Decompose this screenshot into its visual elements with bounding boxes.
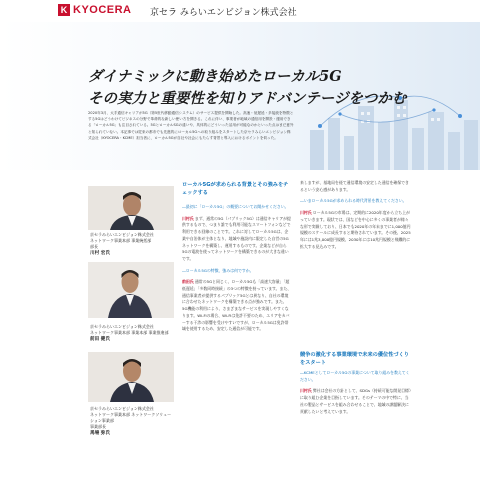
article-column-2-lower	[300, 370, 412, 420]
person-1-name: 川村 宏氏	[90, 251, 110, 256]
speaker-4: 川村氏	[300, 388, 312, 394]
speaker-3: 川村氏	[300, 210, 312, 216]
lead-paragraph: 2020年3月、大手通信キャリアが5G（第5世代移動通信システム）のサービス提供を開始した。高速・低遅延・多接続を特徴とする5Gはどうわけてビジネスの分野で革命的な新しい使い方を開きる。これに伴い、事業者が地域の通信用を開設・運用できる「ローカル5G」も注目されている。5GとローカルSGの違いや、具体的にどういった活用が可能なのかといった点はまだ意外と知られていない。本記事では従来の都市でも先進的にローカル5Gへの取り組みをスタートした京セラみらいエンビジョン株式会社（KYOCERA・KCME）担当者に、ローカル5Gが自社や社会にもたらす背景と導入におけるポイントを伺った。	[88, 111, 294, 140]
page-title-line2: その実力と重要性を知りアドバンテージをつかむ	[88, 90, 407, 107]
person-1-role: 部長	[90, 244, 98, 249]
person-1-image	[88, 186, 174, 230]
answer-4-text: 弊社は会社の方針として、SDGs（持続可能な開発目標）に取り組む企業を目指しています。そのテーマの中で特に、当社の製品とサービスを組み合わせることで、地域の課題解決に貢献したいと考えています。	[300, 388, 411, 414]
person-3-org: 京セラみらいエンビジョン株式会社	[90, 406, 154, 411]
section-heading-background: ローカル5Gが求められる背景とその強みをチェックする	[182, 182, 289, 196]
kyocera-logo[interactable]	[58, 4, 132, 16]
question-1: ―最初に「ローカル5G」の概要についてお聞かせください。	[182, 204, 289, 209]
person-2-name: 前田 健氏	[90, 337, 110, 342]
page-title-line1: ダイナミックに動き始めたローカル5G	[88, 68, 342, 85]
person-3-dept: ネットワーク事業本部 ネットワークソリューション事業部	[90, 412, 172, 423]
portrait-photo-1	[88, 186, 174, 230]
article-column-2	[300, 180, 412, 255]
question-3: ―いまローカル5Gが求められる時代背景を教えてください。	[300, 198, 407, 204]
caption-person-2	[90, 324, 174, 343]
answer-2	[182, 279, 292, 333]
answer-2-text: 通常の5Gと同じく、ローカル5Gも「高速大容量」「超低遅延」「多数同時接続」の3つの特徴を持っています。また、通信事業者が提供するパブリック5Gとは異なり、自社の環境に合わせたネットワークを構築できる点が強みです。また、5G機能の利用により、さまざまなサービスを実現しやすくなります。Wi-Fiの場合、Wi-Fiは免許不要のため、エリアをカバーする干渉の影響を受けやすいですが、ローカル5Gは免許帯域を使用するため、安定した通信が可能です。	[182, 279, 292, 332]
caption-person-3	[90, 406, 174, 437]
person-3-role: 事業部長	[90, 424, 106, 429]
answer-3-text: ローカル5Gの市場は、定期的に2020年度から立ち上がっていきます。現状では、国などを中心に多くの事業者が様々な形で実験しており、日本でも2020年の年末までに1,000億円規模のスケールに成長すると期待されています。その後、2025年には1兆3,000億円規模、2030年には10兆円規模と飛躍的に拡大する見込みです。	[300, 210, 411, 249]
answer-3	[300, 210, 412, 250]
company-name: 京セラ みらいエンビジョン株式会社	[150, 8, 297, 18]
kyocera-logo-mark-icon: K	[58, 4, 70, 16]
person-2-org: 京セラみらいエンビジョン株式会社	[90, 324, 154, 329]
speaker-2: 前田氏	[182, 279, 194, 285]
person-2-dept: ネットワーク事業本部 事業本部 事業推進部	[90, 330, 169, 335]
article-column-1	[182, 204, 292, 338]
section-heading-strategy: 競争の激化する事業環境で未来の優位性づくりをスタート	[300, 352, 409, 366]
person-2-image	[88, 262, 174, 318]
portrait-photo-2	[88, 262, 174, 318]
caption-person-1	[90, 232, 174, 257]
column-2-intro: 来しますが、基地局を経て通信環境の安定した通信を確保できるという安心感があります。	[300, 180, 409, 192]
person-1-dept: ネットワーク事業本部 事業統括部	[90, 238, 152, 243]
question-4: ―KCMEとしてローカル5Gの事業について取り組みを教えてください。	[300, 370, 410, 382]
answer-4	[300, 388, 412, 415]
portrait-photo-3	[88, 352, 174, 402]
question-2: ―ローカル5Gの特徴、強みは何ですか。	[182, 267, 254, 273]
person-3-name: 馬場 弥氏	[90, 431, 110, 436]
speaker-1: 川村氏	[182, 215, 194, 221]
header-bar	[0, 0, 480, 23]
person-1-org: 京セラみらいエンビジョン株式会社	[90, 232, 154, 237]
page-title	[88, 66, 406, 110]
person-3-image	[88, 352, 174, 402]
answer-1-text: まず、通常の5G（パブリック5G）は通信キャリアが提供するもので、つまり誰でも利用可能なスマートフォンなどで利用できる回線のことです。これに対してローカル5Gは、企業や自治体が主体となり、地域や施設内に限定した自営の5Gネットワークを構築し、運用するものです。企業などが自ら5Gの電波を使ってネットワークを構築できるのが大きな違いです。	[182, 215, 291, 261]
answer-1	[182, 216, 292, 263]
kyocera-logo-word: KYOCERA	[73, 4, 132, 16]
hero-section	[0, 22, 480, 170]
